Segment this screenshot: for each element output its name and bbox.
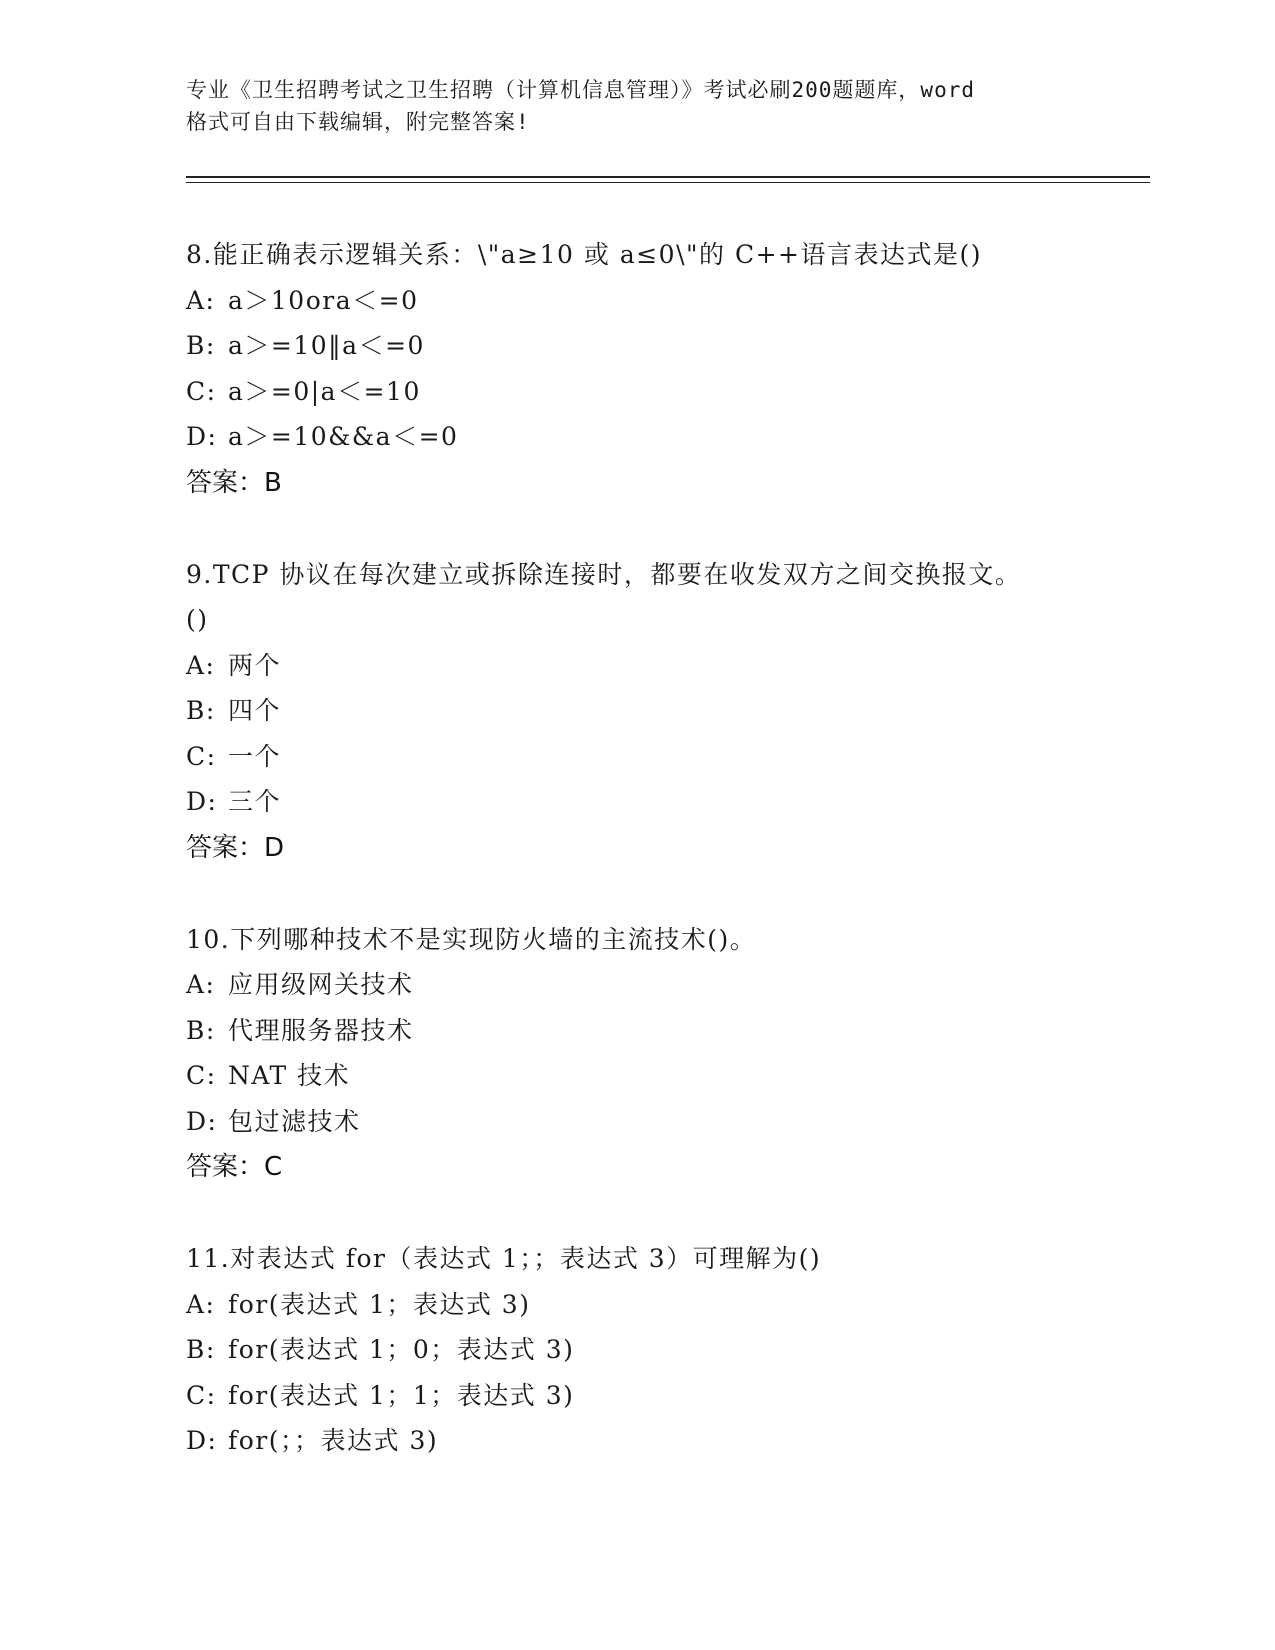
option-text: for(表达式 1；1；表达式 3) [228,1380,575,1410]
option-letter: A: [186,650,216,680]
question-stem: 10.下列哪种技术不是实现防火墙的主流技术()。 [186,924,757,954]
option-c [186,1373,1086,1419]
option-b [186,688,1086,734]
option-letter: D: [186,787,218,816]
option-text: a＞=0|a＜=10 [228,376,421,406]
option-text: 代理服务器技术 [228,1015,414,1045]
option-d [186,779,1086,825]
question-8 [186,232,1086,506]
option-b [186,323,1086,369]
option-d [186,414,1086,460]
option-letter: D: [186,1106,218,1136]
option-a [186,962,1086,1008]
question-11 [186,1236,1086,1464]
option-c [186,734,1086,780]
question-list [186,232,1086,1464]
option-letter: C: [186,741,217,771]
option-letter: A: [186,285,216,315]
option-c [186,1053,1086,1099]
option-letter: B: [186,1335,216,1364]
option-d [186,1418,1086,1464]
option-letter: A: [186,970,216,999]
question-stem: 11.对表达式 for（表达式 1；；表达式 3）可理解为() [186,1244,822,1273]
option-letter: D: [186,1426,218,1455]
option-d [186,1099,1086,1145]
question-9 [186,552,1086,871]
question-stem: 9.TCP 协议在每次建立或拆除连接时，都要在收发双方之间交换报文。 [186,559,1022,589]
option-text: for(表达式 1；0；表达式 3) [228,1335,575,1364]
option-text: NAT 技术 [228,1061,351,1090]
option-b [186,1008,1086,1054]
document-header [186,74,1086,138]
option-text: 应用级网关技术 [228,970,414,999]
question-stem-continuation: () [186,605,209,634]
option-text: 四个 [228,696,282,725]
option-letter: C: [186,1061,217,1090]
option-b [186,1327,1086,1373]
question-stem: 8.能正确表示逻辑关系：\"a≥10 或 a≤0\"的 C++语言表达式是() [186,240,982,269]
option-text: 三个 [228,787,282,816]
option-c [186,369,1086,415]
option-a [186,643,1086,689]
answer-line: 答案：D [186,832,285,863]
option-text: 一个 [228,741,282,771]
option-text: for(；；表达式 3) [228,1426,439,1455]
option-letter: B: [186,696,216,725]
option-text: for(表达式 1；表达式 3) [228,1289,531,1319]
option-a [186,278,1086,324]
option-letter: B: [186,331,216,360]
answer-line: 答案：B [186,467,282,498]
option-a [186,1282,1086,1328]
option-letter: A: [186,1289,216,1319]
header-title-line-1: 专业《卫生招聘考试之卫生招聘（计算机信息管理）》考试必刷200题题库，word [186,78,975,102]
answer-line: 答案：C [186,1152,283,1182]
option-text: 两个 [228,650,282,680]
option-letter: D: [186,422,218,451]
option-text: 包过滤技术 [228,1106,361,1136]
option-letter: C: [186,1380,217,1410]
option-text: a＞=10&&a＜=0 [228,422,459,451]
option-text: a＞=10‖a＜=0 [228,331,425,360]
header-divider-thick [186,176,1150,178]
option-letter: B: [186,1015,216,1045]
question-10 [186,917,1086,1191]
header-divider-thin [186,182,1150,183]
option-text: a＞10ora＜=0 [228,285,419,315]
option-letter: C: [186,376,217,406]
header-title-line-2: 格式可自由下载编辑，附完整答案! [186,110,530,134]
